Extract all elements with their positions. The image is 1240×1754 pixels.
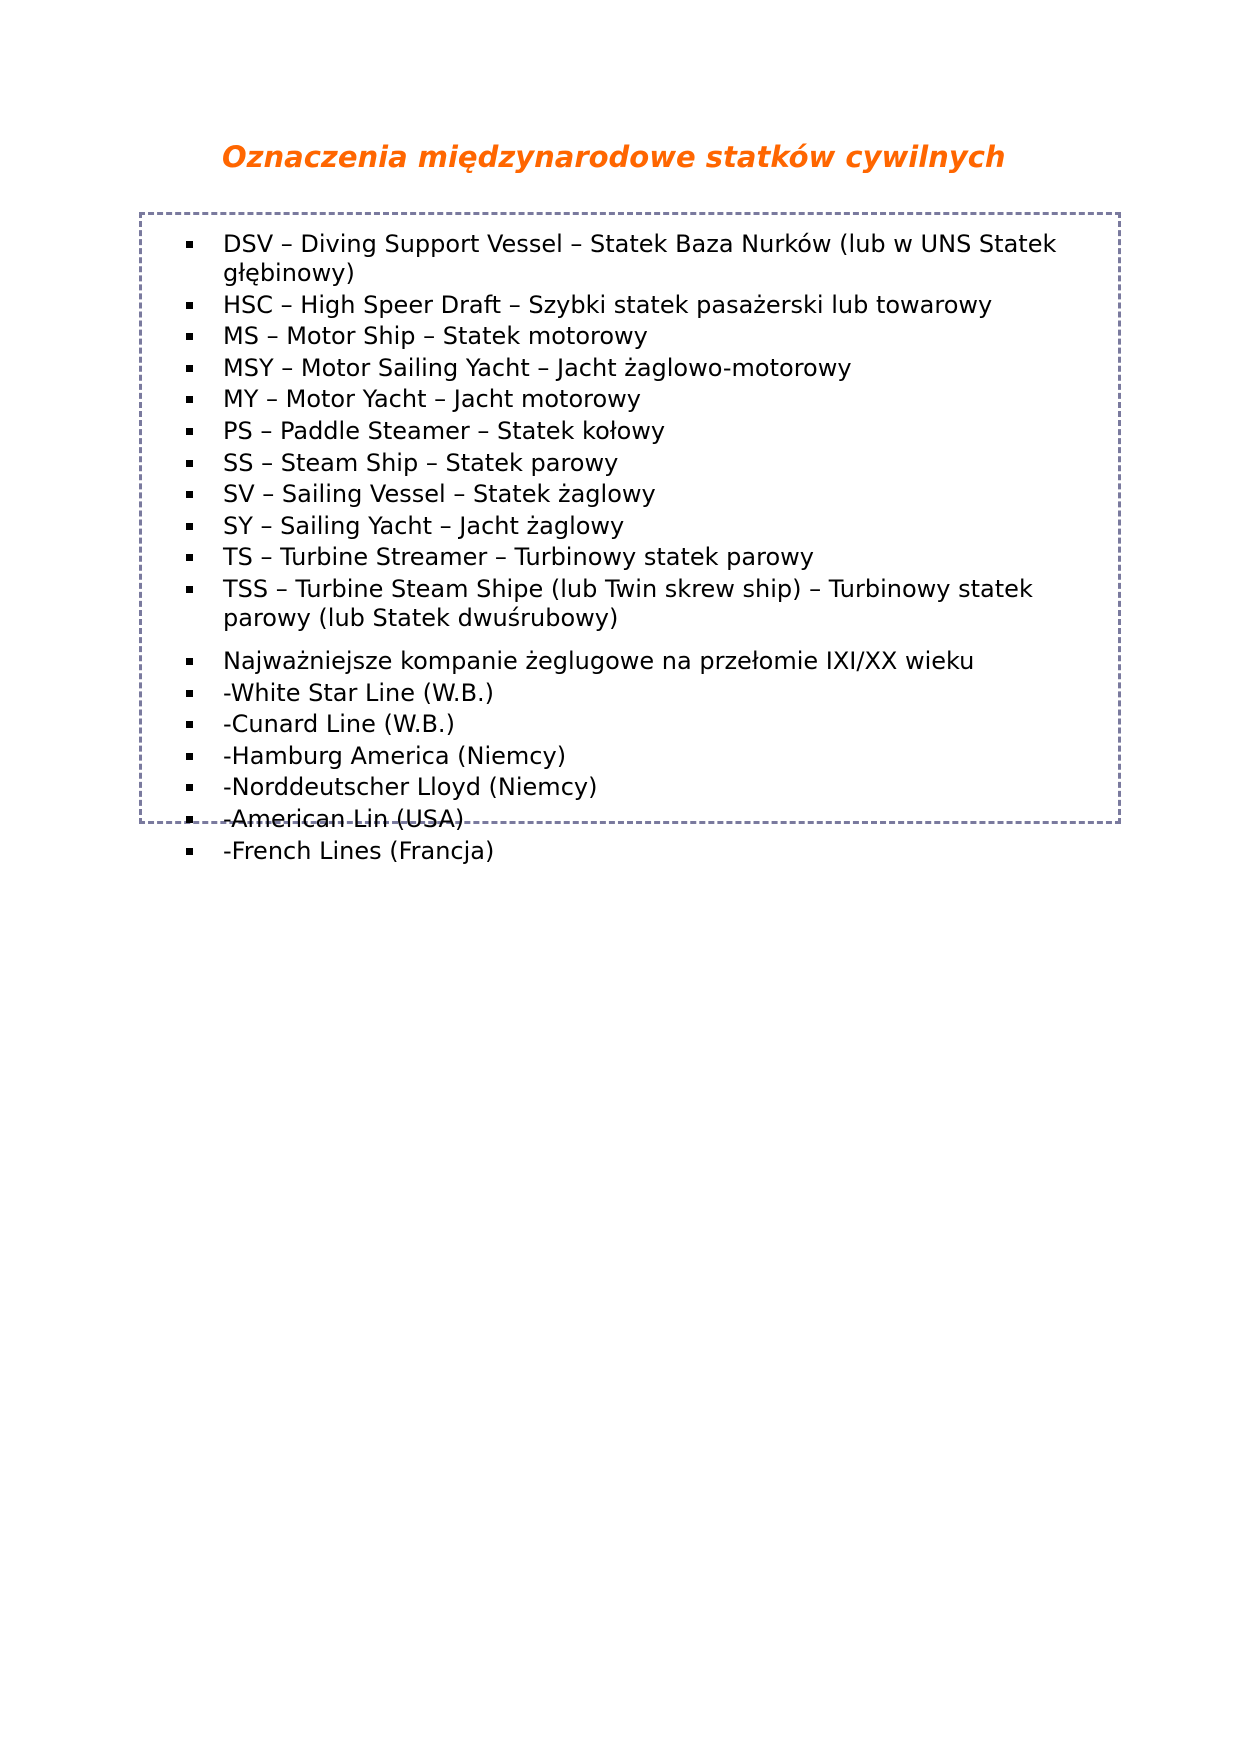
list-item — [186, 543, 1086, 572]
list-item-text: -Norddeutscher Lloyd (Niemcy) — [223, 773, 598, 802]
list-item — [186, 837, 1086, 866]
list-item — [186, 385, 1086, 414]
list-item — [186, 710, 1086, 739]
list-item-text: TSS – Turbine Steam Shipe (lub Twin skrew ship) – Turbinowy statek parowy (lub Statek dwuśrubowy) — [223, 574, 1033, 632]
list-item-text: HSC – High Speer Draft – Szybki statek pasażerski lub towarowy — [223, 290, 993, 319]
list-item — [186, 449, 1086, 478]
square-bullet-icon — [186, 428, 193, 435]
square-bullet-icon — [186, 491, 193, 498]
list-item-text: PS – Paddle Steamer – Statek kołowy — [223, 416, 666, 445]
square-bullet-icon — [186, 848, 193, 855]
list-item — [186, 679, 1086, 708]
square-bullet-icon — [186, 523, 193, 530]
document-content — [186, 230, 1086, 868]
square-bullet-icon — [186, 333, 193, 340]
list-item-text: MY – Motor Yacht – Jacht motorowy — [223, 385, 641, 414]
square-bullet-icon — [186, 365, 193, 372]
square-bullet-icon — [186, 241, 193, 248]
list-item — [186, 417, 1086, 446]
square-bullet-icon — [186, 721, 193, 728]
square-bullet-icon — [186, 753, 193, 760]
list-item-text: -White Star Line (W.B.) — [223, 678, 495, 707]
list-item — [186, 291, 1086, 320]
list-item — [186, 354, 1086, 383]
list-item-text: MS – Motor Ship – Statek motorowy — [223, 322, 648, 351]
list-item-text: SY – Sailing Yacht – Jacht żaglowy — [223, 511, 625, 540]
list-item — [186, 575, 1086, 633]
list-item — [186, 512, 1086, 541]
square-bullet-icon — [186, 302, 193, 309]
square-bullet-icon — [186, 816, 193, 823]
list-item — [186, 773, 1086, 802]
square-bullet-icon — [186, 690, 193, 697]
list-item — [186, 480, 1086, 509]
list-item-text: DSV – Diving Support Vessel – Statek Baza Nurków (lub w UNS Statek głębinowy) — [223, 230, 1057, 287]
list-item-text: -Hamburg America (Niemcy) — [223, 741, 567, 770]
list-item-text: MSY – Motor Sailing Yacht – Jacht żaglowo-motorowy — [223, 353, 852, 382]
list-item-text: TS – Turbine Streamer – Turbinowy statek parowy — [223, 543, 814, 572]
list-item — [186, 647, 1086, 676]
square-bullet-icon — [186, 784, 193, 791]
square-bullet-icon — [186, 586, 193, 593]
list-item-text: SS – Steam Ship – Statek parowy — [223, 448, 619, 477]
companies-list — [186, 647, 1086, 866]
list-item — [186, 322, 1086, 351]
list-item-text: Najważniejsze kompanie żeglugowe na przełomie IXI/XX wieku — [223, 646, 975, 675]
list-item-text: -American Lin (USA) — [223, 804, 465, 833]
list-item — [186, 230, 1086, 288]
page-title: Oznaczenia międzynarodowe statków cywilnych — [222, 140, 1006, 174]
designations-list — [186, 230, 1086, 633]
square-bullet-icon — [186, 554, 193, 561]
square-bullet-icon — [186, 396, 193, 403]
list-item — [186, 742, 1086, 771]
list-item-text: -French Lines (Francja) — [223, 836, 495, 865]
list-item — [186, 805, 1086, 834]
square-bullet-icon — [186, 658, 193, 665]
list-item-text: SV – Sailing Vessel – Statek żaglowy — [223, 480, 656, 509]
square-bullet-icon — [186, 460, 193, 467]
list-item-text: -Cunard Line (W.B.) — [223, 710, 455, 739]
